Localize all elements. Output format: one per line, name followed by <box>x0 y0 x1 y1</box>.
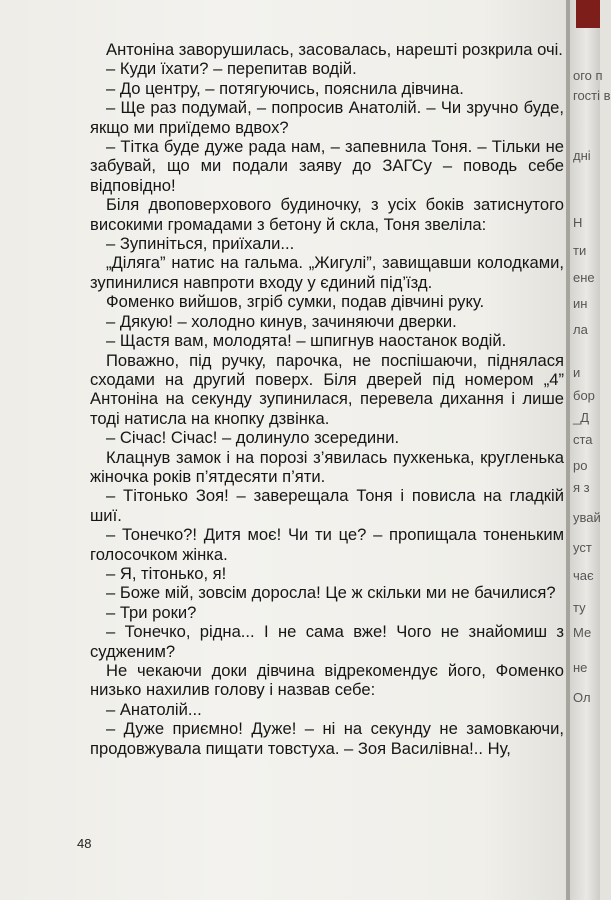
next-page-fragment: ти <box>573 243 587 258</box>
paragraph: – Дякую! – холодно кинув, зачиняючи дверки. <box>106 311 457 331</box>
next-page-fragment: бор <box>573 388 595 403</box>
next-page-fragment: ла <box>573 322 588 337</box>
paragraph: Поважно, під ручку, парочка, не поспішаючи, піднялася сходами на другий поверх. Біля дверей під номером „4” Антоніна на секунду зупинилася, перевела дихання і лише тоді натисла на кнопку дзвінка. <box>90 350 564 428</box>
paragraph: – Три роки? <box>106 602 197 622</box>
next-page-fragment: я з <box>573 480 590 495</box>
paragraph: – Анатолій... <box>106 699 202 719</box>
paragraph: – Боже мій, зовсім доросла! Це ж скільки ми не бачилися? <box>106 583 556 603</box>
paragraph: – Тонечко?! Дитя моє! Чи ти це? – пропищала тоненьким голосочком жінка. <box>90 525 564 564</box>
next-page-fragment: Ме <box>573 625 592 640</box>
paragraph: – До центру, – потягуючись, пояснила дівчина. <box>106 78 464 98</box>
next-page-fragment: ро <box>573 458 588 473</box>
next-page-fragment: H <box>573 215 583 230</box>
next-page-fragment: дні <box>573 148 591 163</box>
paragraph: – Січас! Січас! – долинуло зсередини. <box>106 428 400 448</box>
next-page-fragment: ту <box>573 600 586 615</box>
paragraph: „Діляга” натис на гальма. „Жигулі”, завищавши колодками, зупинилися навпроти входу у єдиний під’їзд. <box>90 253 564 292</box>
next-page-fragment: гості в <box>573 88 611 103</box>
next-page-fragment: увай <box>573 510 601 525</box>
paragraph: – Щастя вам, молодята! – шпигнув наостанок водій. <box>106 331 507 351</box>
bookmark-ribbon <box>576 0 600 28</box>
next-page-fragment: Ол <box>573 690 591 705</box>
paragraph: Клацнув замок і на порозі з’явилась пухкенька, кругленька жіночка років п’ятдесяти п’яти. <box>90 447 564 486</box>
next-page-fragment: уст <box>573 540 592 555</box>
next-page-fragment: и <box>573 365 581 380</box>
paragraph: – Тонечко, рідна... І не сама вже! Чого не знайомиш з судженим? <box>90 622 564 661</box>
paragraph: – Зупиніться, приїхали... <box>106 234 295 254</box>
next-page-fragment: не <box>573 660 588 675</box>
next-page-fragment: ин <box>573 296 588 311</box>
paragraph: – Ще раз подумай, – попросив Анатолій. – Чи зручно буде, якщо ми приїдемо вдвох? <box>90 98 564 137</box>
next-page-fragment: ста <box>573 432 593 447</box>
paragraph: Фоменко вийшов, згріб сумки, подав дівчині руку. <box>106 292 485 312</box>
paragraph: Антоніна заворушилась, засовалась, нарешті розкрила очі. <box>106 40 563 59</box>
paragraph: – Тітонько Зоя! – заверещала Тоня і повисла на гладкій шиї. <box>90 486 564 525</box>
paragraph: – Тітка буде дуже рада нам, – запевнила Тоня. – Тільки не забувай, що ми подали заяву до ЗАГСу – поводь себе відповідно! <box>90 137 564 195</box>
paragraph: – Дуже приємно! Дуже! – ні на секунду не замовкаючи, продовжувала пищати товстуха. – Зоя Василівна!.. Ну, <box>90 719 564 758</box>
paragraph: Не чекаючи доки дівчина відрекомендує його, Фоменко низько нахилив голову і назвав себе: <box>90 661 564 700</box>
next-page-fragment: _Д <box>573 410 590 425</box>
page-number: 48 <box>77 836 92 851</box>
paragraph: Біля двоповерхового будиночку, з усіх боків затиснутого високими громадами з бетону й скла, Тоня звеліла: <box>90 195 564 234</box>
page-text <box>90 40 564 758</box>
next-page-fragment: ене <box>573 270 595 285</box>
paragraph: – Куди їхати? – перепитав водій. <box>106 59 357 79</box>
next-page-fragment: чає <box>573 568 594 583</box>
next-page-fragment: ого п <box>573 68 603 83</box>
paragraph: – Я, тітонько, я! <box>106 563 227 583</box>
next-page-edge <box>570 0 611 900</box>
